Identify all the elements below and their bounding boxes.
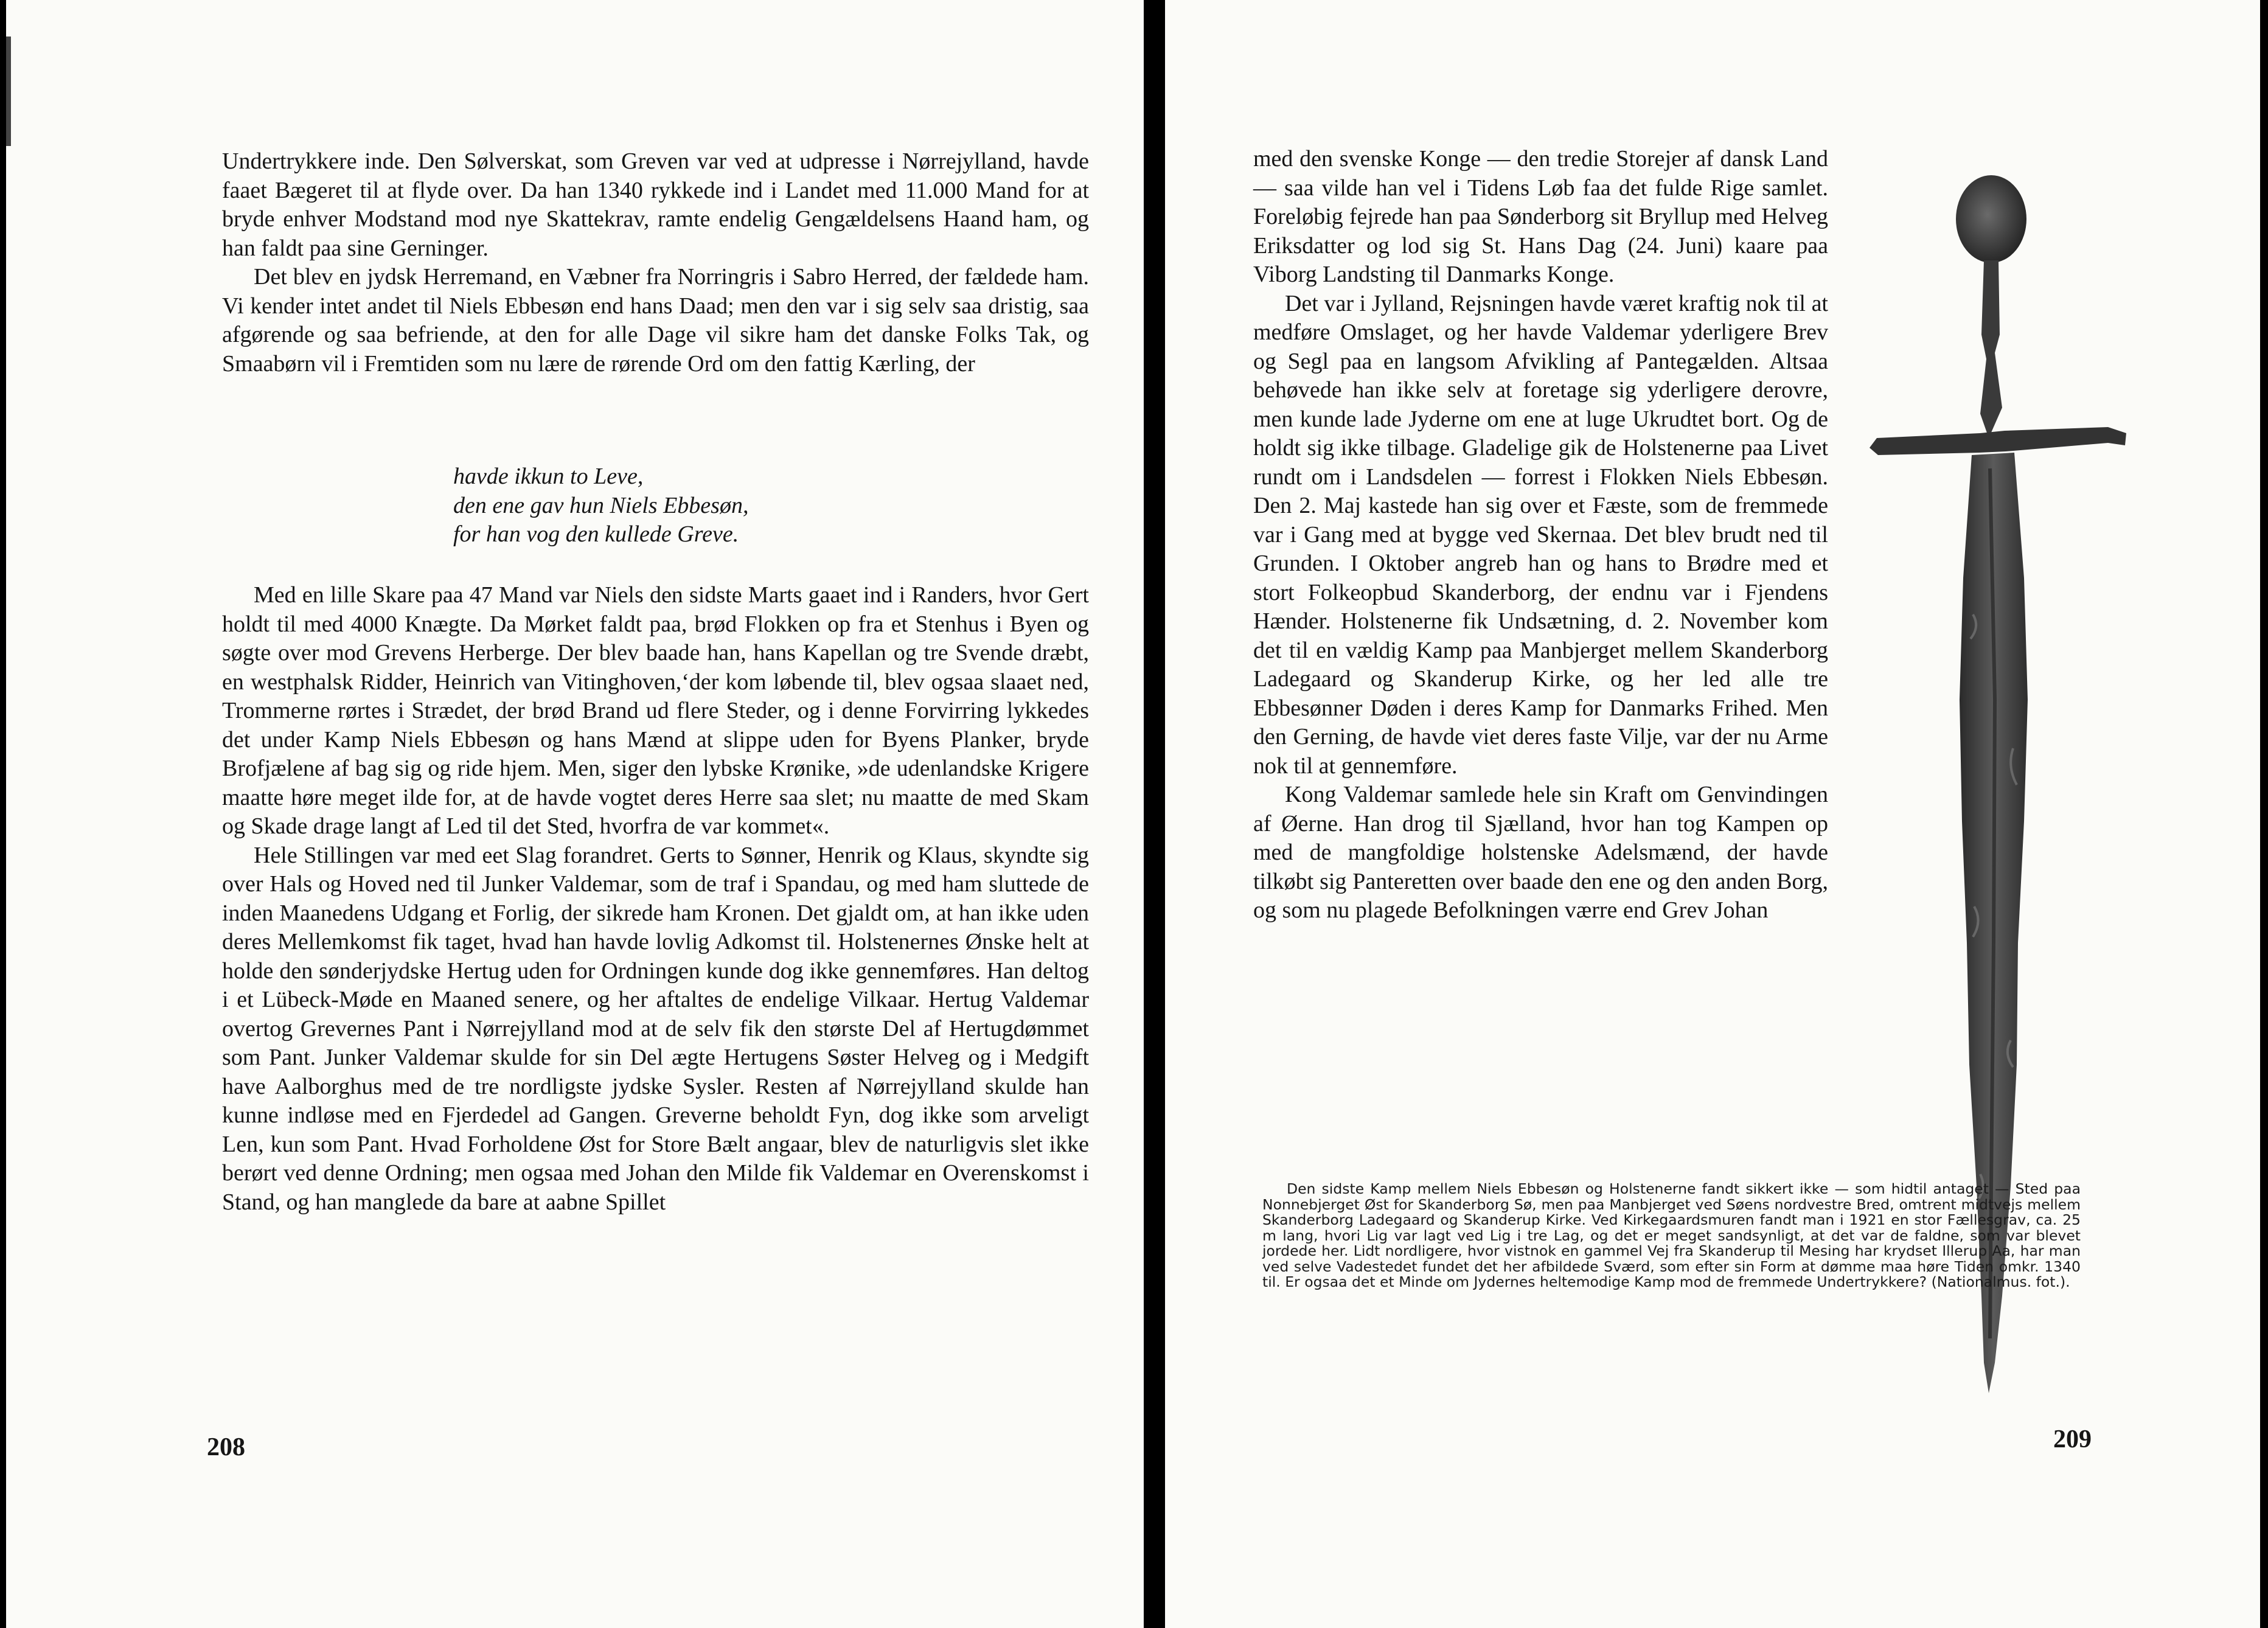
poem-quote	[453, 462, 748, 549]
paragraph: Med en lille Skare paa 47 Mand var Niels den sidste Marts gaaet ind i Randers, hvor Gert holdt til med 4000 Knægte. Da Mørket faldt paa, brød Flokken op fra et Stenhus i Byen og søgte over mod Grevens Herberge. Der blev baade han, hans Kapellan og tre Svende dræbt, en westphalsk Ridder, Heinrich van Vitinghoven,‘der kom løbende til, blev ogsaa slaaet ned, Trommerne rørtes i Strædet, der brød Brand ud flere Steder, og i denne Forvirring lykkedes det under Kamp Niels Ebbesøn og hans Mænd at slippe uden for Byens Planker, bryde Brofjælene af bag sig og ride hjem. Men, siger den lybske Krønike, »de udenlandske Krigere maatte høre meget ilde for, at de havde vogtet deres Herre saa slet; nu maatte de med Skam og Skade drage langt af Led til det Sted, hvorfra de var kommet«.	[222, 582, 1089, 839]
page-number: 208	[207, 1433, 245, 1461]
poem-line: den ene gav hun Niels Ebbesøn,	[453, 492, 749, 518]
paragraph: Det blev en jydsk Herremand, en Væbner fra Norringris i Sabro Herred, der fældede ham. Vi kender intet andet til Niels Ebbesøn end hans Daad; men den var i sig selv saa dristig, saa afgørende og saa befriende, at den for alle Dage vil sikre ham det danske Folks Tak, og Smaabørn vil i Fremtiden som nu lære de rørende Ord om den fattig Kærling, der	[222, 264, 1089, 377]
right-page	[1165, 0, 2260, 1628]
left-text-block-top	[222, 147, 1089, 378]
page-number: 209	[2053, 1425, 2092, 1453]
scan-edge-mark	[6, 37, 11, 146]
paragraph: Hele Stillingen var med eet Slag forandret. Gerts to Sønner, Henrik og Klaus, skyndte sig over Hals og Hoved ned til Junker Valdemar, som de traf i Spandau, og med ham sluttede de inden Maanedens Udgang et Forlig, der sikrede ham Kronen. Det gjaldt om, at han ikke uden deres Mellemkomst fik taget, hvad han havde lovlig Adkomst til. Holstenernes Ønske helt at holde den sønderjydske Hertug uden for Ordningen kunde dog ikke gennemføres. Han deltog i et Lübeck-Møde en Maaned senere, og her aftaltes de endelige Vilkaar. Hertug Valdemar overtog Grevernes Pant i Nørrejylland mod at de selv fik den største Del af Hertugdømmet som Pant. Junker Valdemar skulde for sin Del ægte Hertugens Søster Helveg og i Medgift have Aalborghus med de tre nordligste jydske Sysler. Resten af Nørrejylland skulde han kunne indløse med en Fjerdedel ad Gangen. Greverne beholdt Fyn, dog ikke som arveligt Len, kun som Pant. Hvad Forholdene Øst for Store Bælt angaar, blev de naturligvis slet ikke berørt ved denne Ordning; men ogsaa med Johan den Milde fik Valdemar en Overenskomst i Stand, og han manglede da bare at aabne Spillet	[222, 842, 1089, 1215]
figure-caption: Den sidste Kamp mellem Niels Ebbesøn og Holstenerne fandt sikkert ikke — som hidtil antaget — Sted paa Nonnebjerget Øst for Skanderborg Sø, men paa Manbjerget ved Søens nordvestre Bred, omtrent midtvejs mellem Skanderborg Ladegaard og Skanderup Kirke. Ved Kirkegaardsmuren fandt man i 1921 en stor Fællesgrav, ca. 25 m lang, hvori Lig var lagt ved Lig i tre Lag, og det er meget sandsynligt, at det var de faldne, som var blevet jordede her. Lidt nordligere, hvor vistnok en gammel Vej fra Skanderup til Mesing har krydset Illerup Aa, har man ved selve Vadestedet fundet det her afbildede Sværd, som efter sin Form at dømme maa høre Tiden omkr. 1340 til. Er ogsaa det et Minde om Jydernes heltemodige Kamp mod de fremmede Undertrykkere? (Nationalmus. fot.).	[1262, 1180, 2081, 1290]
sword-crossguard	[1870, 427, 2126, 455]
paragraph: Kong Valdemar samlede hele sin Kraft om Genvindingen af Øerne. Han drog til Sjælland, hvor han tog Kampen op med de mangfoldige holstenske Adelsmænd, der havde tilkøbt sig Panteretten over baade den ene og den anden Borg, og som nu plagede Befolkningen værre end Grev Johan	[1253, 782, 1828, 923]
right-text-block	[1253, 145, 1828, 925]
paragraph: Det var i Jylland, Rejsningen havde været kraftig nok til at medføre Omslaget, og her havde Valdemar yderligere Brev og Segl paa en langsom Afvikling af Pantegælden. Altsaa behøvede han ikke selv at foretage sig yderligere derovre, men kunde lade Jyderne om ene at luge Ukrudtet bort. Og de holdt sig ikke tilbage. Gladelige gik de Holstenerne paa Livet rundt om i Landsdelen — forrest i Flokken Niels Ebbesøn. Den 2. Maj kastede han sig over et Fæste, som de fremmede var i Gang med at bygge ved Skernaa. Det blev brudt ned til Grunden. I Oktober angreb han og hans to Brødre med et stort Folkeopbud Skanderborg, der endnu var i Fjendens Hænder. Holstenerne fik Undsætning, d. 2. November kom det til en vældig Kamp paa Manbjerget mellem Skanderborg Ladegaard og Skanderup Kirke, og her led alle tre Ebbesønner Døden i deres Kamp for Danmarks Frihed. Men den Gerning, de havde viet deres faste Vilje, var der nu Arme nok til at gennemføre.	[1253, 290, 1828, 779]
poem-line: for han vog den kullede Greve.	[453, 521, 739, 547]
left-page	[6, 0, 1144, 1628]
paragraph: Undertrykkere inde. Den Sølverskat, som Greven var ved at udpresse i Nørrejylland, havde faaet Bægeret til at flyde over. Da han 1340 rykkede ind i Landet med 11.000 Mand for at bryde enhver Modstand mod nye Skattekrav, ramte endelig Gengældelsens Haand ham, og han faldt paa sine Gerninger.	[222, 148, 1089, 261]
sword-grip	[1980, 260, 2002, 438]
poem-line: havde ikkun to Leve,	[453, 464, 644, 489]
sword-pommel	[1956, 175, 2026, 263]
left-text-block-bottom	[222, 581, 1089, 1217]
paragraph: med den svenske Konge — den tredie Storejer af dansk Land — saa vilde han vel i Tidens Løb faa det fulde Rige samlet. Foreløbig fejrede han paa Sønderborg sit Bryllup med Helveg Eriksdatter og lod sig St. Hans Dag (24. Juni) kaare paa Viborg Landsting til Danmarks Konge.	[1253, 146, 1828, 287]
